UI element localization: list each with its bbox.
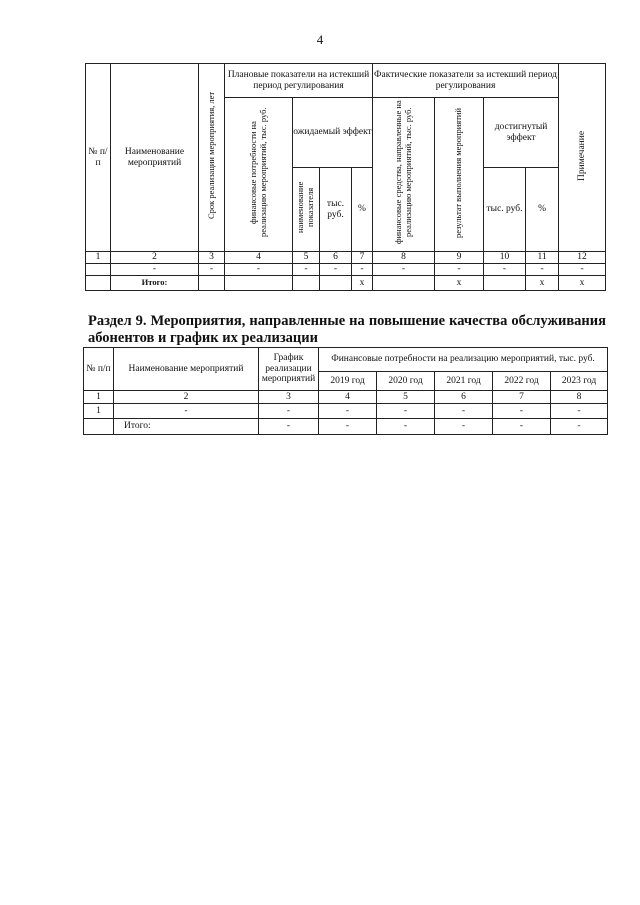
table-cell: [84, 419, 114, 435]
header-financial: Финансовые потребности на реализацию мероприятий, тыс. руб.: [319, 348, 608, 372]
table-cell: [373, 276, 435, 291]
header-name: Наименование мероприятий: [111, 64, 199, 252]
header-indicator-name-label: наименование показателя: [295, 181, 315, 234]
header-schedule: График реализации мероприятий: [259, 348, 319, 391]
colnum-cell: 5: [293, 252, 320, 264]
total-row: [84, 419, 608, 435]
table-cell: -: [526, 264, 559, 276]
table-cell: [320, 276, 352, 291]
table-cell: -: [259, 404, 319, 419]
header-year: 2023 год: [551, 372, 608, 391]
header-expected-effect: ожидаемый эффект: [293, 98, 373, 168]
header-financial-need: [225, 98, 293, 252]
table-cell: -: [551, 419, 608, 435]
colnum-cell: 1: [84, 391, 114, 404]
header-actual-group: Фактические показатели за истекший период регулирования: [373, 64, 559, 98]
total-c11: х: [526, 276, 559, 291]
section-heading: Раздел 9. Мероприятия, направленные на повышение качества обслуживания абонентов и график их реализации: [88, 313, 606, 346]
table-cell: -: [352, 264, 373, 276]
header-actual-thousand-rub: тыс. руб.: [484, 168, 526, 252]
table-cell: [293, 276, 320, 291]
colnum-cell: 2: [114, 391, 259, 404]
header-achieved-effect: достигнутый эффект: [484, 98, 559, 168]
colnum-cell: 6: [435, 391, 493, 404]
colnum-cell: 1: [86, 252, 111, 264]
colnum-cell: 7: [493, 391, 551, 404]
colnum-cell: 11: [526, 252, 559, 264]
table-cell: -: [225, 264, 293, 276]
table-cell: -: [484, 264, 526, 276]
header-financial-need-label: финансовые потребности на реализацию мероприятий, тыс. руб.: [247, 107, 268, 238]
table-cell: -: [111, 264, 199, 276]
table-cell: -: [373, 264, 435, 276]
total-c9: х: [435, 276, 484, 291]
total-label: Итого:: [111, 276, 199, 291]
table-cell: -: [493, 404, 551, 419]
colnum-cell: 12: [559, 252, 606, 264]
table-row: [84, 404, 608, 419]
table-cell: [484, 276, 526, 291]
table-cell: -: [435, 419, 493, 435]
table-cell: 1: [84, 404, 114, 419]
header-year: 2020 год: [377, 372, 435, 391]
table-cell: -: [551, 404, 608, 419]
header-result: [435, 98, 484, 252]
table-cell: -: [377, 404, 435, 419]
header-num: № п/п: [86, 64, 111, 252]
table-cell: [86, 276, 111, 291]
column-numbers-row: [86, 252, 606, 264]
table-cell: -: [319, 404, 377, 419]
colnum-cell: 5: [377, 391, 435, 404]
colnum-cell: 4: [225, 252, 293, 264]
table-cell: -: [435, 404, 493, 419]
page-number: 4: [316, 32, 324, 47]
colnum-cell: 9: [435, 252, 484, 264]
table-cell: -: [114, 404, 259, 419]
column-numbers-row: [84, 391, 608, 404]
header-year: 2021 год: [435, 372, 493, 391]
total-row: [86, 276, 606, 291]
header-term-label: Срок реализации мероприятия, лет: [205, 91, 216, 220]
header-funds-directed: [373, 98, 435, 252]
header-term: [199, 64, 225, 252]
table-cell: -: [319, 419, 377, 435]
table-cell: -: [259, 419, 319, 435]
table-cell: [199, 276, 225, 291]
table-cell: [225, 276, 293, 291]
header-name: Наименование мероприятий: [114, 348, 259, 391]
table-cell: -: [559, 264, 606, 276]
table-planned-actual-indicators: [85, 63, 606, 291]
total-label: Итого:: [114, 419, 259, 435]
header-percent: %: [352, 168, 373, 252]
header-num: № п/п: [84, 348, 114, 391]
colnum-cell: 2: [111, 252, 199, 264]
header-actual-percent: %: [526, 168, 559, 252]
header-year: 2019 год: [319, 372, 377, 391]
colnum-cell: 3: [259, 391, 319, 404]
header-indicator-name: [293, 168, 320, 252]
colnum-cell: 7: [352, 252, 373, 264]
colnum-cell: 8: [373, 252, 435, 264]
total-c7: х: [352, 276, 373, 291]
header-result-label: результат выполнения мероприятий: [453, 107, 464, 238]
header-note: [559, 64, 606, 252]
header-funds-directed-label: финансовые средства, направленные на реализацию мероприятий, тыс. руб.: [392, 100, 413, 245]
header-planned-group: Плановые показатели на истекший период регулирования: [225, 64, 373, 98]
colnum-cell: 4: [319, 391, 377, 404]
table-cell: -: [377, 419, 435, 435]
colnum-cell: 8: [551, 391, 608, 404]
colnum-cell: 10: [484, 252, 526, 264]
table-cell: -: [435, 264, 484, 276]
table-cell: -: [293, 264, 320, 276]
table-cell: [86, 264, 111, 276]
colnum-cell: 3: [199, 252, 225, 264]
header-thousand-rub: тыс. руб.: [320, 168, 352, 252]
header-year: 2022 год: [493, 372, 551, 391]
table-service-quality-measures: [83, 347, 608, 435]
table-cell: -: [320, 264, 352, 276]
colnum-cell: 6: [320, 252, 352, 264]
total-c12: х: [559, 276, 606, 291]
table-row: [86, 264, 606, 276]
table-cell: -: [493, 419, 551, 435]
header-note-label: Примечание: [576, 130, 587, 181]
table-cell: -: [199, 264, 225, 276]
